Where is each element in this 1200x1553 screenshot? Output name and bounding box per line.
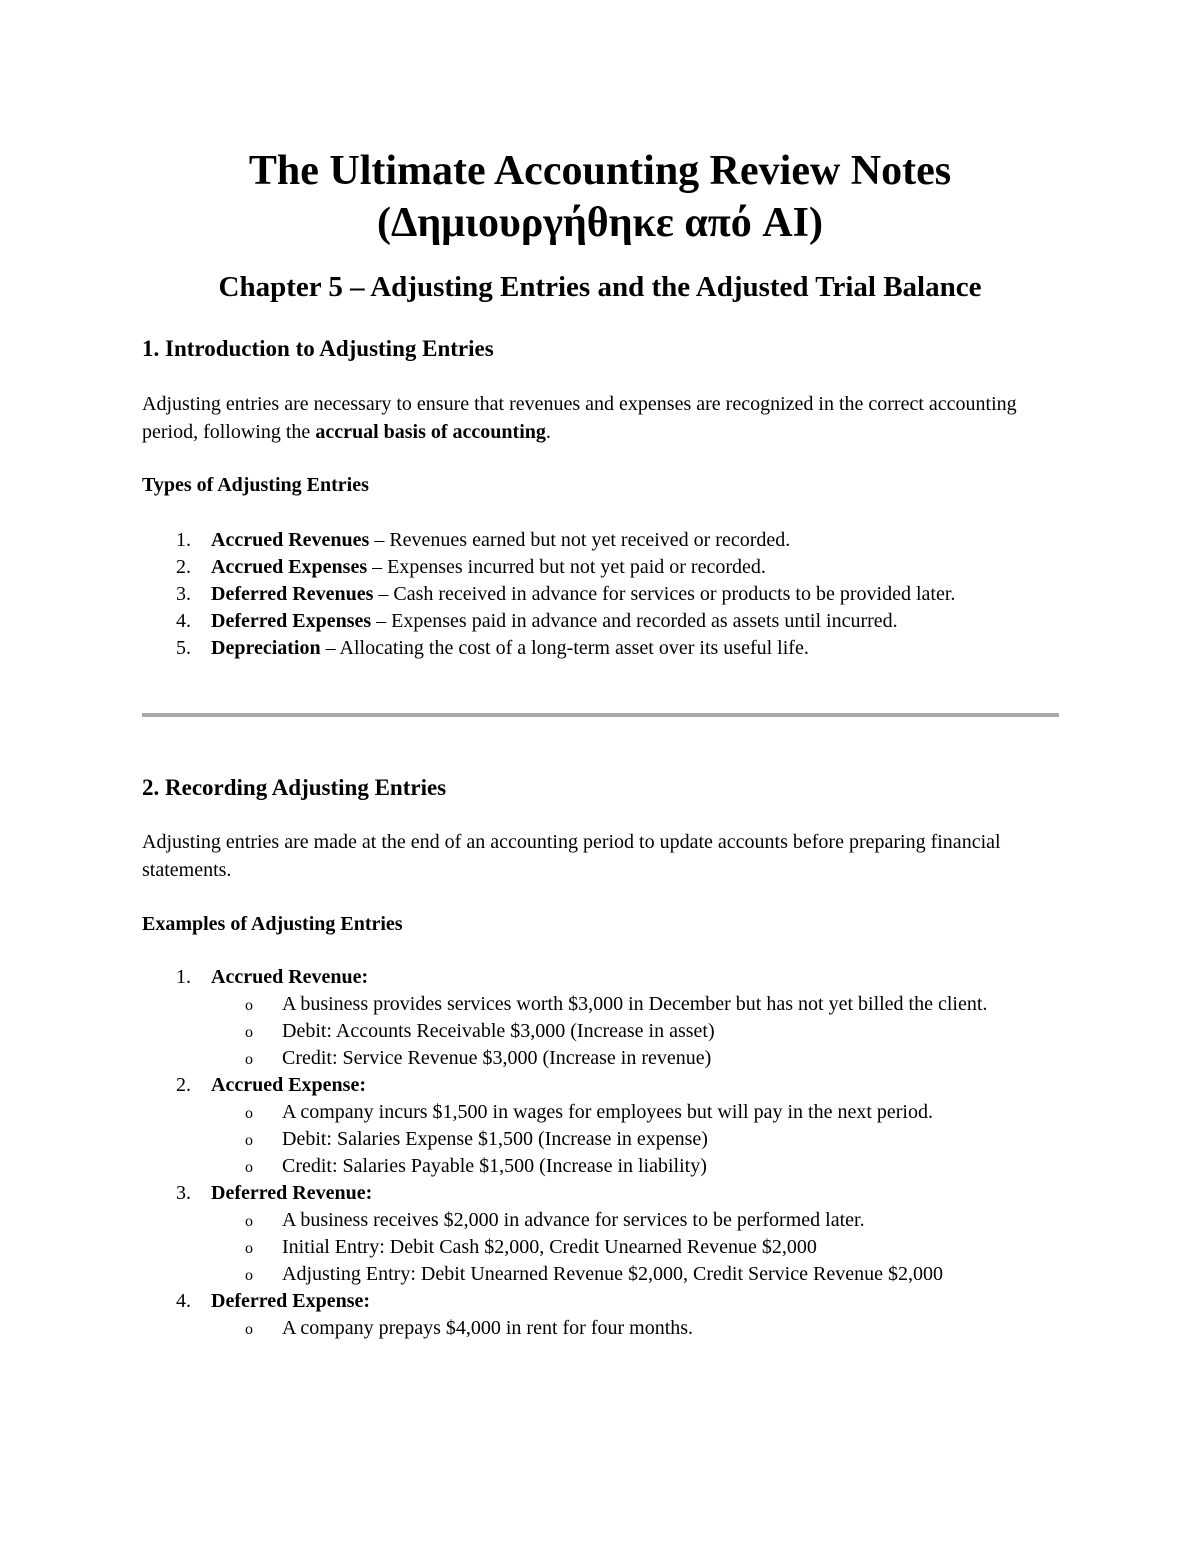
types-list bbox=[142, 527, 1062, 662]
list-item bbox=[142, 1288, 1062, 1342]
sub-item-text: A company incurs $1,500 in wages for employees but will pay in the next period. bbox=[282, 1101, 933, 1123]
sub-item-text: Adjusting Entry: Debit Unearned Revenue $2,000, Credit Service Revenue $2,000 bbox=[282, 1263, 943, 1285]
list-number: 2. bbox=[176, 1074, 191, 1096]
type-description: – Revenues earned but not yet received or recorded. bbox=[369, 529, 791, 551]
types-heading: Types of Adjusting Entries bbox=[142, 474, 369, 496]
list-item bbox=[142, 608, 1062, 635]
example-title: Deferred Expense: bbox=[211, 1290, 371, 1312]
sub-item-text: Debit: Salaries Expense $1,500 (Increase in expense) bbox=[282, 1128, 708, 1150]
list-number: 1. bbox=[176, 966, 191, 988]
list-number: 1. bbox=[176, 529, 191, 551]
example-sublist bbox=[211, 991, 1062, 1072]
type-term: Accrued Revenues bbox=[211, 529, 370, 551]
sub-item-text: Credit: Salaries Payable $1,500 (Increase in liability) bbox=[282, 1155, 707, 1177]
sub-list-item bbox=[211, 1018, 1062, 1045]
bullet-icon: o bbox=[245, 1213, 253, 1230]
accrual-basis-term: accrual basis of accounting bbox=[315, 421, 546, 443]
bullet-icon: o bbox=[245, 1321, 253, 1338]
list-number: 3. bbox=[176, 583, 191, 605]
list-number: 4. bbox=[176, 1290, 191, 1312]
examples-list bbox=[142, 964, 1062, 1342]
list-item bbox=[142, 581, 1062, 608]
list-number: 3. bbox=[176, 1182, 191, 1204]
horizontal-divider bbox=[142, 713, 1059, 717]
sub-list-item bbox=[211, 1315, 1062, 1342]
list-number: 2. bbox=[176, 556, 191, 578]
section1-paragraph-end: . bbox=[545, 421, 551, 443]
chapter-heading: Chapter 5 – Adjusting Entries and the Adjusted Trial Balance bbox=[218, 271, 982, 303]
type-description: – Cash received in advance for services or products to be provided later. bbox=[373, 583, 956, 605]
sub-item-text: Debit: Accounts Receivable $3,000 (Increase in asset) bbox=[282, 1020, 715, 1042]
list-item bbox=[142, 554, 1062, 581]
sub-list-item bbox=[211, 1261, 1062, 1288]
list-item bbox=[142, 1180, 1062, 1288]
list-item bbox=[142, 1072, 1062, 1180]
document-title-line2: (Δημιουργήθηκε από AI) bbox=[377, 200, 823, 246]
bullet-icon: o bbox=[245, 1105, 253, 1122]
type-term: Deferred Expenses bbox=[211, 610, 372, 632]
section2-paragraph: Adjusting entries are made at the end of an accounting period to update accounts before preparing financial statements. bbox=[142, 831, 1001, 881]
list-item bbox=[142, 527, 1062, 554]
type-description: – Expenses incurred but not yet paid or recorded. bbox=[367, 556, 766, 578]
sub-list-item bbox=[211, 1207, 1062, 1234]
type-description: – Allocating the cost of a long-term asset over its useful life. bbox=[320, 637, 809, 659]
document-title-line1: The Ultimate Accounting Review Notes bbox=[248, 148, 952, 194]
sub-item-text: A business receives $2,000 in advance for services to be performed later. bbox=[282, 1209, 865, 1231]
example-title: Accrued Revenue: bbox=[211, 966, 369, 988]
sub-list-item bbox=[211, 1234, 1062, 1261]
list-number: 4. bbox=[176, 610, 191, 632]
sub-list-item bbox=[211, 1126, 1062, 1153]
bullet-icon: o bbox=[245, 1051, 253, 1068]
bullet-icon: o bbox=[245, 1240, 253, 1257]
section1-heading: 1. Introduction to Adjusting Entries bbox=[142, 336, 494, 361]
section1-paragraph bbox=[142, 390, 1022, 446]
examples-heading: Examples of Adjusting Entries bbox=[142, 913, 403, 935]
bullet-icon: o bbox=[245, 1267, 253, 1284]
type-description: – Expenses paid in advance and recorded as assets until incurred. bbox=[371, 610, 898, 632]
sub-item-text: Initial Entry: Debit Cash $2,000, Credit Unearned Revenue $2,000 bbox=[282, 1236, 817, 1258]
type-term: Deferred Revenues bbox=[211, 583, 374, 605]
sub-item-text: A company prepays $4,000 in rent for four months. bbox=[282, 1317, 694, 1339]
sub-item-text: Credit: Service Revenue $3,000 (Increase in revenue) bbox=[282, 1047, 712, 1069]
bullet-icon: o bbox=[245, 1024, 253, 1041]
bullet-icon: o bbox=[245, 997, 253, 1014]
example-title: Accrued Expense: bbox=[211, 1074, 366, 1096]
sub-list-item bbox=[211, 1045, 1062, 1072]
bullet-icon: o bbox=[245, 1132, 253, 1149]
sub-list-item bbox=[211, 991, 1062, 1018]
sub-list-item bbox=[211, 1153, 1062, 1180]
bullet-icon: o bbox=[245, 1159, 253, 1176]
list-item bbox=[142, 635, 1062, 662]
sub-list-item bbox=[211, 1099, 1062, 1126]
example-sublist bbox=[211, 1099, 1062, 1180]
type-term: Accrued Expenses bbox=[211, 556, 368, 578]
example-sublist bbox=[211, 1315, 1062, 1342]
sub-item-text: A business provides services worth $3,000 in December but has not yet billed the client. bbox=[282, 993, 988, 1015]
section1-paragraph-start: Adjusting entries are necessary to ensure that revenues and expenses are recognized in the correct accounting period, following the bbox=[142, 393, 1017, 443]
list-number: 5. bbox=[176, 637, 191, 659]
example-title: Deferred Revenue: bbox=[211, 1182, 373, 1204]
example-sublist bbox=[211, 1207, 1062, 1288]
type-term: Depreciation bbox=[211, 637, 321, 659]
section2-heading: 2. Recording Adjusting Entries bbox=[142, 775, 447, 800]
list-item bbox=[142, 964, 1062, 1072]
